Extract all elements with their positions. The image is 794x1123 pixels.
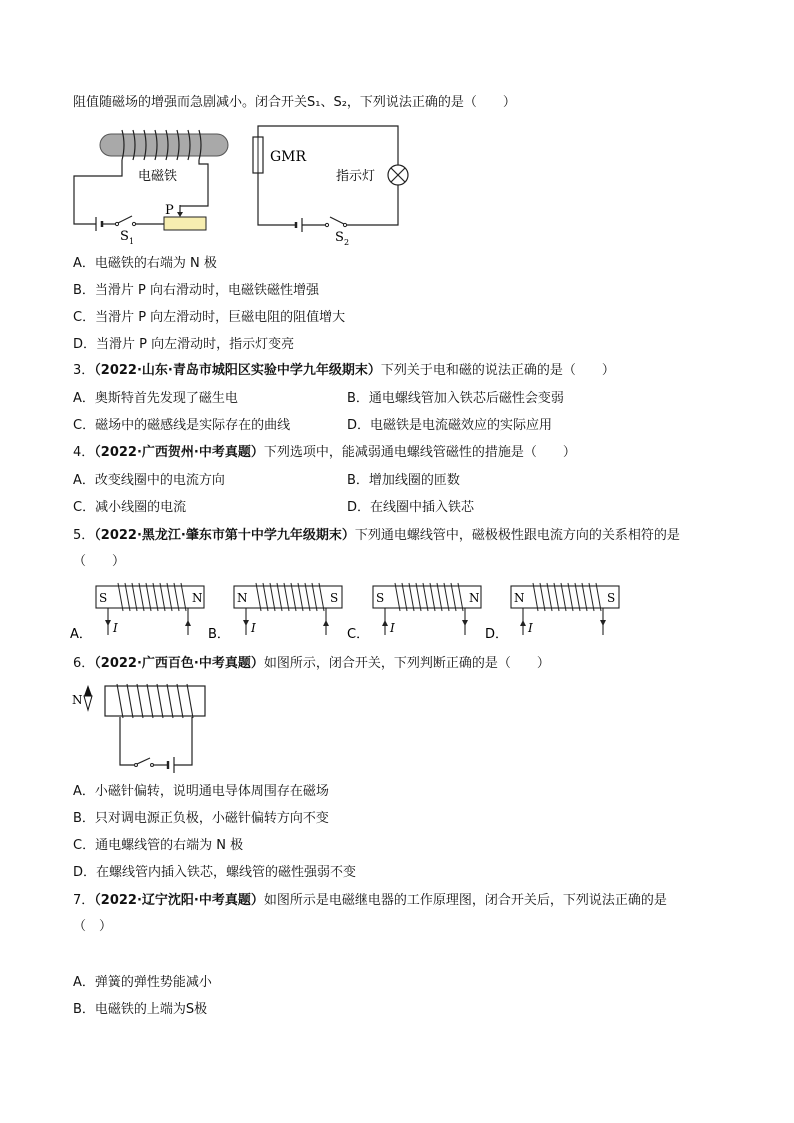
q3-option-b: B．通电螺线管加入铁芯后磁性会变弱 xyxy=(347,391,564,406)
q4-option-b: B．增加线圈的匝数 xyxy=(347,473,460,488)
q6-option-c: C．通电螺线管的右端为 N 极 xyxy=(73,838,244,853)
q3-stem-line xyxy=(73,362,615,380)
q2-stem: 阻值随磁场的增强而急剧减小。闭合开关S₁、S₂，下列说法正确的是（ ） xyxy=(73,95,516,110)
q5-current-label: I xyxy=(113,621,118,635)
q5-arrow-left xyxy=(243,620,249,626)
q2-circuit-figure xyxy=(70,122,420,247)
q5-arrow-left xyxy=(382,620,388,626)
q7-option-a: A．弹簧的弹性势能减小 xyxy=(73,975,212,990)
rheostat xyxy=(164,217,206,230)
q7-number: 7． xyxy=(73,893,95,908)
q5-arrow-right xyxy=(600,620,606,626)
q5-pole-right: S xyxy=(607,591,616,605)
q5-stem-line xyxy=(73,527,680,545)
q5-arrow-right xyxy=(323,620,329,626)
gmr-label: GMR xyxy=(270,149,307,165)
q5-pole-left: S xyxy=(376,591,385,605)
q4-option-a: A．改变线圈中的电流方向 xyxy=(73,473,225,488)
q5-pole-right: N xyxy=(192,591,203,605)
q5-current-label: I xyxy=(390,621,395,635)
s1-label: S xyxy=(120,229,129,244)
q5-arrow-left xyxy=(105,620,111,626)
q6-option-b: B．只对调电源正负极，小磁针偏转方向不变 xyxy=(73,811,329,826)
q5-arrow-left xyxy=(520,620,526,626)
q7-source: （2022·辽宁沈阳·中考真题） xyxy=(94,893,264,908)
q5-number: 5． xyxy=(73,528,95,543)
s1-subscript: 1 xyxy=(129,237,135,246)
q5-current-label: I xyxy=(251,621,256,635)
q5-stem: 下列通电螺线管中，磁极极性跟电流方向的关系相符的是 xyxy=(354,528,680,543)
q5-arrow-right xyxy=(185,620,191,626)
q5-pole-right: S xyxy=(330,591,339,605)
q5-option-letter: A． xyxy=(70,627,92,642)
q6-source: （2022·广西百色·中考真题） xyxy=(94,656,264,671)
s2-label: S xyxy=(335,230,344,245)
q6-option-a: A．小磁针偏转，说明通电导体周围存在磁场 xyxy=(73,784,329,799)
q6-stem-line xyxy=(73,655,550,673)
q6-stem: 如图所示，闭合开关，下列判断正确的是（ ） xyxy=(263,656,550,671)
q3-option-c: C．磁场中的磁感线是实际存在的曲线 xyxy=(73,418,291,433)
q5-current-label: I xyxy=(528,621,533,635)
q7-option-b: B．电磁铁的上端为S极 xyxy=(73,1002,208,1017)
q5-option-letter: D． xyxy=(485,627,509,642)
q5-pole-left: N xyxy=(514,591,525,605)
q4-option-d: D．在线圈中插入铁芯 xyxy=(347,500,475,515)
electromagnet-label: 电磁铁 xyxy=(138,169,178,184)
q2-option-c: C．当滑片 P 向左滑动时，巨磁电阻的阻值增大 xyxy=(73,310,346,325)
needle-n-label: N xyxy=(72,693,83,707)
q5-arrow-right xyxy=(462,620,468,626)
q4-stem-line xyxy=(73,444,576,462)
q7-stem-line2: （ ） xyxy=(73,919,113,934)
s2-subscript: 2 xyxy=(344,238,350,247)
iron-core xyxy=(100,134,228,156)
q3-option-a: A．奥斯特首先发现了磁生电 xyxy=(73,391,238,406)
q5-stem-line2: （ ） xyxy=(73,554,126,569)
q3-stem: 下列关于电和磁的说法正确的是（ ） xyxy=(380,363,615,378)
q5-solenoid-figures xyxy=(70,580,630,642)
slider-p-label: P xyxy=(165,203,174,218)
q6-option-d: D．在螺线管内插入铁芯，螺线管的磁性强弱不变 xyxy=(73,865,357,880)
q7-stem-line xyxy=(73,892,667,910)
q3-number: 3． xyxy=(73,363,95,378)
q7-stem: 如图所示是电磁继电器的工作原理图，闭合开关后，下列说法正确的是 xyxy=(263,893,667,908)
compass-needle-north xyxy=(84,685,92,696)
q4-option-c: C．减小线圈的电流 xyxy=(73,500,187,515)
lamp-label: 指示灯 xyxy=(336,169,376,184)
q2-option-a: A．电磁铁的右端为 N 极 xyxy=(73,256,217,271)
q5-source: （2022·黑龙江·肇东市第十中学九年级期末） xyxy=(94,528,355,543)
q5-option-letter: B． xyxy=(208,627,230,642)
q5-pole-left: N xyxy=(237,591,248,605)
q3-source: （2022·山东·青岛市城阳区实验中学九年级期末） xyxy=(94,363,381,378)
q4-source: （2022·广西贺州·中考真题） xyxy=(94,445,264,460)
q2-option-b: B．当滑片 P 向右滑动时，电磁铁磁性增强 xyxy=(73,283,320,298)
q2-option-d: D．当滑片 P 向左滑动时，指示灯变亮 xyxy=(73,337,295,352)
q5-option-letter: C． xyxy=(347,627,370,642)
q5-pole-left: S xyxy=(99,591,108,605)
q6-circuit-figure xyxy=(70,682,220,774)
q4-stem: 下列选项中，能减弱通电螺线管磁性的措施是（ ） xyxy=(263,445,576,460)
compass-needle-south xyxy=(84,696,92,710)
q5-pole-right: N xyxy=(469,591,480,605)
q3-option-d: D．电磁铁是电流磁效应的实际应用 xyxy=(347,418,553,433)
q4-number: 4． xyxy=(73,445,95,460)
q6-number: 6． xyxy=(73,656,95,671)
